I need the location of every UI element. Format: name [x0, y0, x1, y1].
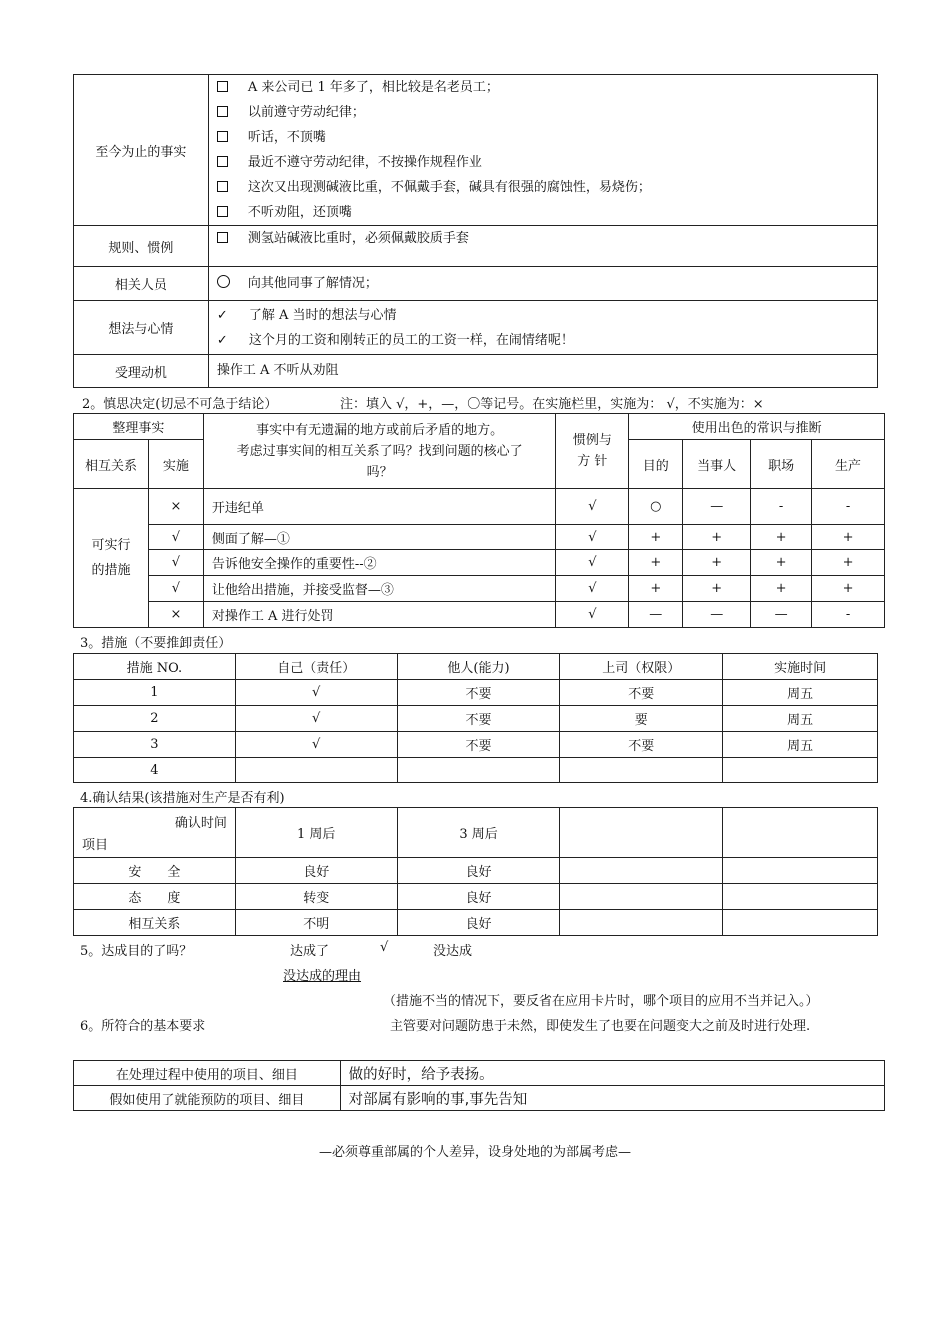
- checkbox-icon: [217, 181, 228, 192]
- results-cell: 良好: [397, 910, 560, 936]
- results-item: 相互关系: [74, 910, 236, 936]
- mark: +: [751, 525, 812, 550]
- corner-item-label: 项目: [82, 838, 109, 853]
- fact-item: 以前遵守劳动纪律；: [209, 100, 877, 125]
- achieved-mark: √: [380, 940, 389, 955]
- results-cell: [560, 884, 723, 910]
- measures-cell: √: [235, 706, 397, 732]
- results-cell: 良好: [235, 858, 397, 884]
- measure-item: 开违纪单: [203, 489, 556, 525]
- results-time-header: [723, 808, 878, 858]
- checkbox-icon: [217, 156, 228, 167]
- measures-cell: 4: [74, 758, 236, 783]
- people-item: 向其他同事了解情况；: [209, 271, 877, 296]
- sec4-heading: 4.确认结果(该措施对生产是否有利): [80, 791, 285, 806]
- checkbox-icon: [217, 81, 228, 92]
- facts-table: [73, 74, 878, 388]
- results-time-header: [560, 808, 723, 858]
- mark: +: [629, 576, 683, 602]
- motive-value: 操作工 A 不听从劝阻: [208, 355, 877, 388]
- col-production: 生产: [812, 440, 885, 489]
- measures-header: 他人(能力): [397, 654, 560, 680]
- measures-cell: 不要: [397, 732, 560, 758]
- results-time-header: 3 周后: [397, 808, 560, 858]
- sec3-heading: 3。措施（不要推卸责任）: [80, 636, 232, 651]
- measures-cell: [397, 758, 560, 783]
- checkbox-icon: [217, 232, 228, 243]
- results-cell: 良好: [397, 884, 560, 910]
- results-item: 安 全: [74, 858, 236, 884]
- policy-mark: √: [556, 525, 629, 550]
- summary-label: 假如使用了就能预防的项目、细目: [74, 1086, 341, 1111]
- decision-table: [73, 413, 885, 628]
- measure-item: 对操作工 A 进行处罚: [203, 602, 556, 628]
- results-cell: [560, 910, 723, 936]
- policy-mark: √: [556, 602, 629, 628]
- fact-item: A 来公司已 1 年多了，相比较是名老员工；: [209, 75, 877, 100]
- mark: -: [812, 602, 885, 628]
- sec5-heading: 5。达成目的了吗？: [80, 944, 193, 959]
- results-table: [73, 807, 878, 936]
- mark: —: [683, 489, 751, 525]
- facts-cell: [208, 75, 877, 226]
- measures-cell: 3: [74, 732, 236, 758]
- measures-table: [73, 653, 878, 783]
- measures-header: 上司（权限）: [560, 654, 723, 680]
- policy-mark: √: [556, 550, 629, 576]
- mark: -: [812, 489, 885, 525]
- footer-motto: —必须尊重部属的个人差异，设身处地的为部属考虑—: [318, 1145, 631, 1160]
- col-workplace: 职场: [751, 440, 812, 489]
- measures-cell: 1: [74, 680, 236, 706]
- measure-item: 让他给出措施，并接受监督—③: [203, 576, 556, 602]
- check-icon: ✓: [216, 332, 228, 348]
- mark: ○: [629, 489, 683, 525]
- sec2-note: 注：填入 √，+，—，〇等记号。在实施栏里，实施为： √，不实施为：×: [340, 397, 764, 412]
- feeling-item: ✓ 这个月的工资和刚转正的员工的工资一样，在闹情绪呢！: [209, 328, 877, 353]
- implement-mark: ×: [148, 602, 203, 628]
- mark: +: [629, 550, 683, 576]
- fact-item: 这次又出现测碱液比重，不佩戴手套，碱具有很强的腐蚀性，易烧伤；: [209, 175, 877, 200]
- implement-mark: ×: [148, 489, 203, 525]
- col-party: 当事人: [683, 440, 751, 489]
- sec6-text: 主管要对问题防患于未然，即使发生了也要在问题变大之前及时进行处理.: [390, 1019, 811, 1034]
- mark: +: [812, 576, 885, 602]
- mark: +: [683, 525, 751, 550]
- results-cell: [723, 858, 878, 884]
- measures-cell: 周五: [723, 732, 878, 758]
- check-icon: ✓: [216, 307, 228, 323]
- mark: +: [812, 550, 885, 576]
- fact-item: 不听劝阻，还顶嘴: [209, 200, 877, 225]
- measures-header: 自己（责任）: [235, 654, 397, 680]
- implement-mark: √: [148, 525, 203, 550]
- reason-link[interactable]: 没达成的理由: [283, 969, 362, 984]
- measures-cell: 不要: [560, 680, 723, 706]
- implement-header: 实施: [148, 440, 203, 489]
- facts-label: 至今为止的事实: [74, 75, 209, 226]
- achieved-option: 达成了: [290, 944, 330, 959]
- results-cell: [560, 858, 723, 884]
- mark: —: [629, 602, 683, 628]
- measures-cell: [235, 758, 397, 783]
- results-item: 态 度: [74, 884, 236, 910]
- checkbox-icon: [217, 131, 228, 142]
- measures-cell: [723, 758, 878, 783]
- circle-icon: [217, 275, 230, 288]
- measures-cell: 不要: [397, 706, 560, 732]
- results-cell: [723, 884, 878, 910]
- fact-item: 最近不遵守劳动纪律，不按操作规程作业: [209, 150, 877, 175]
- summary-table: [73, 1060, 885, 1111]
- measures-cell: 要: [560, 706, 723, 732]
- measures-header: 措施 NO.: [74, 654, 236, 680]
- checkbox-icon: [217, 206, 228, 217]
- sec2-heading: 2。慎思决定(切忌不可急于结论）: [82, 397, 278, 412]
- mark: +: [683, 550, 751, 576]
- measure-item: 侧面了解—①: [203, 525, 556, 550]
- measures-cell: √: [235, 732, 397, 758]
- results-cell: 转变: [235, 884, 397, 910]
- sec5-note: （措施不当的情况下，要反省在应用卡片时，哪个项目的应用不当并记入。）: [383, 994, 819, 1009]
- rules-item: 测氢站碱液比重时，必须佩戴胶质手套: [209, 226, 877, 251]
- policy-mark: √: [556, 576, 629, 602]
- sec6-heading: 6。所符合的基本要求: [80, 1019, 206, 1034]
- measures-cell: 不要: [397, 680, 560, 706]
- measures-cell: [560, 758, 723, 783]
- mark: +: [683, 576, 751, 602]
- results-corner: [74, 808, 236, 858]
- corner-time-label: 确认时间: [174, 816, 227, 831]
- measures-header: 实施时间: [723, 654, 878, 680]
- results-cell: [723, 910, 878, 936]
- motive-label: 受理动机: [74, 355, 209, 388]
- mark: +: [751, 576, 812, 602]
- checkbox-icon: [217, 106, 228, 117]
- mark: +: [812, 525, 885, 550]
- mark: —: [683, 602, 751, 628]
- summary-label: 在处理过程中使用的项目、细目: [74, 1061, 341, 1086]
- common-sense-header: 使用出色的常识与推断: [629, 414, 885, 440]
- measures-cell: 周五: [723, 706, 878, 732]
- measures-cell: √: [235, 680, 397, 706]
- measures-cell: 不要: [560, 732, 723, 758]
- organize-header: 整理事实: [74, 414, 204, 440]
- relation-header: 相互关系: [74, 440, 149, 489]
- fact-item: 听话，不顶嘴: [209, 125, 877, 150]
- feelings-label: 想法与心情: [74, 301, 209, 355]
- group-label: 可实行的措施: [74, 489, 149, 628]
- mark: +: [751, 550, 812, 576]
- mark: +: [629, 525, 683, 550]
- col-purpose: 目的: [629, 440, 683, 489]
- rules-label: 规则、惯例: [74, 226, 209, 267]
- mark: -: [751, 489, 812, 525]
- summary-value: 对部属有影响的事,事先告知: [340, 1086, 884, 1111]
- not-achieved-option: 没达成: [433, 944, 473, 959]
- results-time-header: 1 周后: [235, 808, 397, 858]
- implement-mark: √: [148, 576, 203, 602]
- summary-value: 做的好时，给予表扬。: [340, 1061, 884, 1086]
- measures-cell: 周五: [723, 680, 878, 706]
- feeling-item: ✓ 了解 A 当时的想法与心情: [209, 303, 877, 328]
- question-header: 事实中有无遗漏的地方或前后矛盾的地方。 考虑过事实间的相互关系了吗？找到问题的核心了吗？: [203, 414, 556, 489]
- policy-header: 惯例与 方 针: [556, 414, 629, 489]
- people-label: 相关人员: [74, 267, 209, 301]
- policy-mark: √: [556, 489, 629, 525]
- measure-item: 告诉他安全操作的重要性--②: [203, 550, 556, 576]
- measures-cell: 2: [74, 706, 236, 732]
- results-cell: 良好: [397, 858, 560, 884]
- results-cell: 不明: [235, 910, 397, 936]
- mark: —: [751, 602, 812, 628]
- implement-mark: √: [148, 550, 203, 576]
